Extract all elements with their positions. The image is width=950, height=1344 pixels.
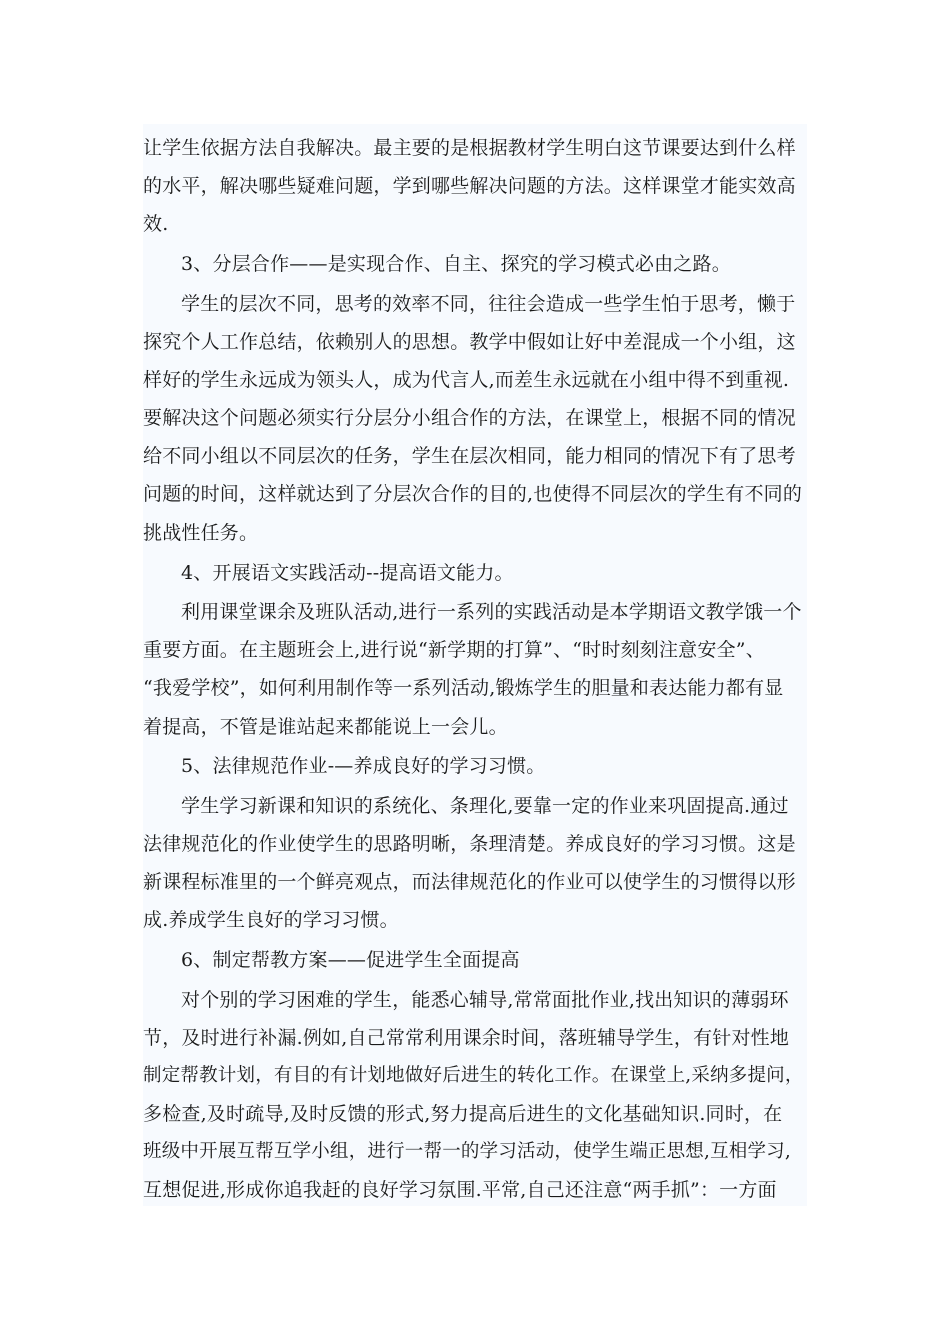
text-line: 着提高，不管是谁站起来都能说上一会儿。 xyxy=(143,716,508,738)
text-line: 样好的学生永远成为领头人，成为代言人,而差生永远就在小组中得不到重视. xyxy=(143,369,790,391)
text-line: 重要方面。在主题班会上,进行说“新学期的打算”、“时时刻刻注意安全”、 xyxy=(143,639,765,661)
text-line: 挑战性任务。 xyxy=(143,522,259,544)
text-line: 利用课堂课余及班队活动,进行一系列的实践活动是本学期语文教学饿一个 xyxy=(181,601,802,623)
text-line: 新课程标准里的一个鲜亮观点，而法律规范化的作业可以使学生的习惯得以形 xyxy=(143,871,796,893)
document-body xyxy=(143,124,807,1206)
text-line: 问题的时间，这样就达到了分层次合作的目的,也使得不同层次的学生有不同的 xyxy=(143,483,803,505)
text-line: 成.养成学生良好的学习习惯。 xyxy=(143,909,399,931)
text-line: “我爱学校”，如何利用制作等一系列活动,锻炼学生的胆量和表达能力都有显 xyxy=(143,677,784,699)
text-line: 学生学习新课和知识的系统化、条理化,要靠一定的作业来巩固提高.通过 xyxy=(181,795,789,817)
text-line: 互想促进,形成你追我赶的良好学习氛围.平常,自己还注意“两手抓”：一方面 xyxy=(143,1179,777,1201)
text-line: 制定帮教计划，有目的有计划地做好后进生的转化工作。在课堂上,采纳多提问， xyxy=(143,1065,804,1086)
text-line: 法律规范化的作业使学生的思路明晰，条理清楚。养成良好的学习习惯。这是 xyxy=(143,833,796,855)
text-line: 对个别的学习困难的学生，能悉心辅导,常常面批作业,找出知识的薄弱环 xyxy=(181,989,789,1011)
text-line: 给不同小组以不同层次的任务，学生在层次相同，能力相同的情况下有了思考 xyxy=(143,445,796,467)
text-line: 的水平，解决哪些疑难问题，学到哪些解决问题的方法。这样课堂才能实效高 xyxy=(143,175,796,197)
text-line: 多检查,及时疏导,及时反馈的形式,努力提高后进生的文化基础知识.同时，在 xyxy=(143,1103,783,1125)
section-heading: 4、开展语文实践活动--提高语文能力。 xyxy=(181,562,514,584)
section-heading: 6、制定帮教方案——促进学生全面提高 xyxy=(181,949,520,971)
text-line: 效. xyxy=(143,213,169,235)
section-heading: 3、分层合作——是实现合作、自主、探究的学习模式必由之路。 xyxy=(181,253,731,275)
text-line: 要解决这个问题必须实行分层分小组合作的方法，在课堂上，根据不同的情况 xyxy=(143,407,796,429)
text-line: 节，及时进行补漏.例如,自己常常利用课余时间，落班辅导学生，有针对性地 xyxy=(143,1027,790,1049)
text-line: 学生的层次不同，思考的效率不同，往往会造成一些学生怕于思考，懒于 xyxy=(181,293,796,315)
text-line: 班级中开展互帮互学小组，进行一帮一的学习活动，使学生端正思想,互相学习, xyxy=(143,1141,791,1162)
text-line: 让学生依据方法自我解决。最主要的是根据教材学生明白这节课要达到什么样 xyxy=(143,137,796,159)
text-line: 探究个人工作总结，依赖别人的思想。教学中假如让好中差混成一个小组，这 xyxy=(143,331,796,353)
section-heading: 5、法律规范作业-—养成良好的学习习惯。 xyxy=(181,755,546,777)
